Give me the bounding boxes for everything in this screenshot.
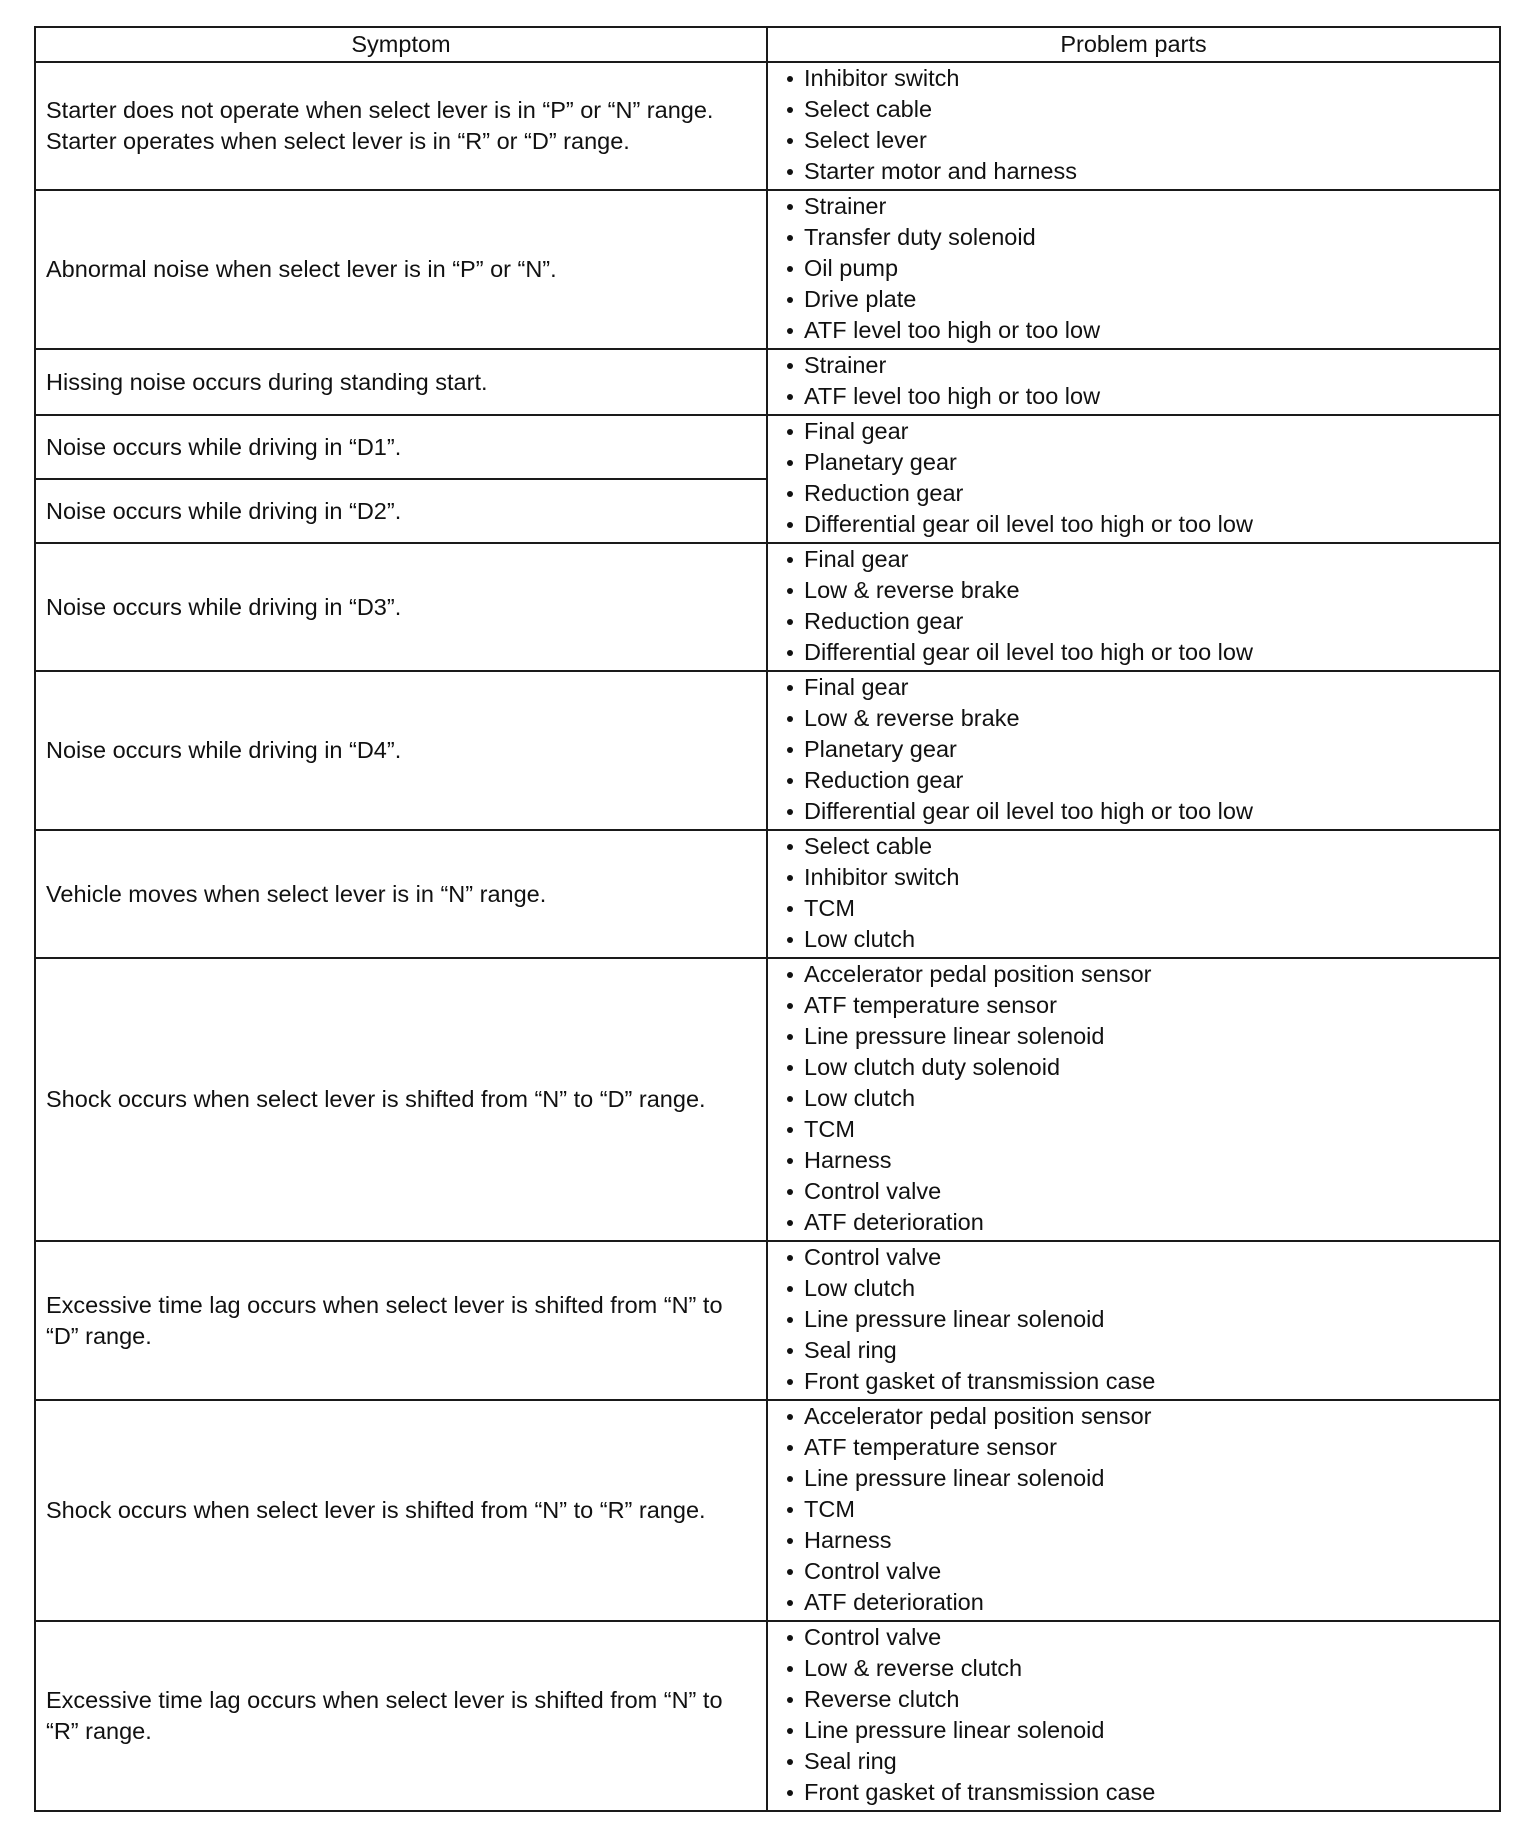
table-row	[35, 671, 1500, 830]
problem-part-item: Front gasket of transmission case	[778, 1777, 1489, 1808]
problem-part-item: Low & reverse brake	[778, 703, 1489, 734]
problem-parts-cell	[767, 349, 1500, 415]
symptom-cell: Starter does not operate when select lever is in “P” or “N” range. Starter operates when select lever is in “R” or “D” range.	[35, 62, 767, 190]
problem-part-item: TCM	[778, 1114, 1489, 1145]
symptom-cell: Excessive time lag occurs when select lever is shifted from “N” to “R” range.	[35, 1621, 767, 1811]
problem-part-item: Low clutch	[778, 1273, 1489, 1304]
table-row	[35, 1400, 1500, 1621]
problem-part-item: Final gear	[778, 544, 1489, 575]
problem-part-item: Low clutch	[778, 924, 1489, 955]
problem-part-item: ATF temperature sensor	[778, 990, 1489, 1021]
problem-parts-list	[778, 959, 1489, 1240]
symptom-cell: Noise occurs while driving in “D1”.	[35, 415, 767, 479]
problem-parts-list	[778, 1622, 1489, 1810]
problem-parts-list	[778, 672, 1489, 829]
table-row	[35, 190, 1500, 349]
table-row	[35, 958, 1500, 1241]
problem-parts-cell	[767, 671, 1500, 830]
problem-parts-cell	[767, 190, 1500, 349]
problem-parts-cell	[767, 543, 1500, 671]
problem-part-item: Accelerator pedal position sensor	[778, 1401, 1489, 1432]
problem-part-item: Select lever	[778, 125, 1489, 156]
problem-part-item: ATF deterioration	[778, 1207, 1489, 1238]
problem-part-item: ATF level too high or too low	[778, 315, 1489, 346]
symptom-cell: Shock occurs when select lever is shifted from “N” to “D” range.	[35, 958, 767, 1241]
problem-part-item: Drive plate	[778, 284, 1489, 315]
problem-part-item: ATF temperature sensor	[778, 1432, 1489, 1463]
problem-part-item: Reduction gear	[778, 606, 1489, 637]
header-symptom: Symptom	[35, 27, 767, 62]
problem-parts-cell	[767, 830, 1500, 958]
problem-part-item: Oil pump	[778, 253, 1489, 284]
problem-parts-list	[778, 63, 1489, 189]
problem-parts-cell	[767, 1400, 1500, 1621]
symptom-cell: Noise occurs while driving in “D3”.	[35, 543, 767, 671]
problem-part-item: Differential gear oil level too high or too low	[778, 509, 1489, 540]
problem-part-item: Control valve	[778, 1556, 1489, 1587]
symptom-cell: Hissing noise occurs during standing start.	[35, 349, 767, 415]
problem-part-item: Line pressure linear solenoid	[778, 1715, 1489, 1746]
problem-part-item: Planetary gear	[778, 447, 1489, 478]
symptom-cell: Shock occurs when select lever is shifted from “N” to “R” range.	[35, 1400, 767, 1621]
problem-part-item: TCM	[778, 1494, 1489, 1525]
symptom-cell: Abnormal noise when select lever is in “P” or “N”.	[35, 190, 767, 349]
problem-part-item: Control valve	[778, 1242, 1489, 1273]
problem-part-item: Seal ring	[778, 1335, 1489, 1366]
problem-part-item: Final gear	[778, 672, 1489, 703]
table-row	[35, 349, 1500, 415]
problem-part-item: Strainer	[778, 350, 1489, 381]
table-header-row	[35, 27, 1500, 62]
problem-part-item: Accelerator pedal position sensor	[778, 959, 1489, 990]
problem-part-item: Low & reverse brake	[778, 575, 1489, 606]
problem-parts-list	[778, 191, 1489, 348]
problem-parts-list	[778, 1242, 1489, 1399]
problem-parts-cell	[767, 415, 1500, 543]
problem-part-item: Low & reverse clutch	[778, 1653, 1489, 1684]
problem-part-item: Differential gear oil level too high or too low	[778, 637, 1489, 668]
problem-parts-list	[778, 350, 1489, 414]
troubleshooting-table	[34, 26, 1501, 1812]
problem-part-item: Starter motor and harness	[778, 156, 1489, 187]
problem-part-item: ATF deterioration	[778, 1587, 1489, 1618]
problem-part-item: Inhibitor switch	[778, 862, 1489, 893]
problem-part-item: Seal ring	[778, 1746, 1489, 1777]
problem-part-item: Harness	[778, 1525, 1489, 1556]
problem-part-item: Line pressure linear solenoid	[778, 1304, 1489, 1335]
problem-parts-cell	[767, 1621, 1500, 1811]
problem-part-item: Transfer duty solenoid	[778, 222, 1489, 253]
problem-parts-list	[778, 1401, 1489, 1620]
problem-parts-list	[778, 831, 1489, 957]
problem-part-item: Control valve	[778, 1622, 1489, 1653]
problem-part-item: Reverse clutch	[778, 1684, 1489, 1715]
problem-part-item: TCM	[778, 893, 1489, 924]
table-row	[35, 62, 1500, 190]
table-row	[35, 415, 1500, 479]
table-row	[35, 1241, 1500, 1400]
table-body	[35, 62, 1500, 1811]
problem-part-item: Differential gear oil level too high or too low	[778, 796, 1489, 827]
problem-parts-cell	[767, 958, 1500, 1241]
table-row	[35, 830, 1500, 958]
problem-part-item: Low clutch	[778, 1083, 1489, 1114]
problem-part-item: Planetary gear	[778, 734, 1489, 765]
problem-part-item: Line pressure linear solenoid	[778, 1021, 1489, 1052]
problem-part-item: Reduction gear	[778, 765, 1489, 796]
problem-part-item: Line pressure linear solenoid	[778, 1463, 1489, 1494]
problem-parts-cell	[767, 1241, 1500, 1400]
problem-part-item: Front gasket of transmission case	[778, 1366, 1489, 1397]
problem-parts-list	[778, 416, 1489, 542]
problem-part-item: Select cable	[778, 94, 1489, 125]
table-row	[35, 543, 1500, 671]
header-problem-parts: Problem parts	[767, 27, 1500, 62]
problem-part-item: Inhibitor switch	[778, 63, 1489, 94]
problem-part-item: ATF level too high or too low	[778, 381, 1489, 412]
symptom-cell: Vehicle moves when select lever is in “N” range.	[35, 830, 767, 958]
table-row	[35, 1621, 1500, 1811]
problem-part-item: Control valve	[778, 1176, 1489, 1207]
problem-parts-list	[778, 544, 1489, 670]
problem-part-item: Low clutch duty solenoid	[778, 1052, 1489, 1083]
problem-part-item: Strainer	[778, 191, 1489, 222]
symptom-cell: Excessive time lag occurs when select lever is shifted from “N” to “D” range.	[35, 1241, 767, 1400]
problem-part-item: Harness	[778, 1145, 1489, 1176]
problem-part-item: Final gear	[778, 416, 1489, 447]
symptom-cell: Noise occurs while driving in “D2”.	[35, 479, 767, 543]
problem-part-item: Reduction gear	[778, 478, 1489, 509]
symptom-cell: Noise occurs while driving in “D4”.	[35, 671, 767, 830]
problem-part-item: Select cable	[778, 831, 1489, 862]
problem-parts-cell	[767, 62, 1500, 190]
